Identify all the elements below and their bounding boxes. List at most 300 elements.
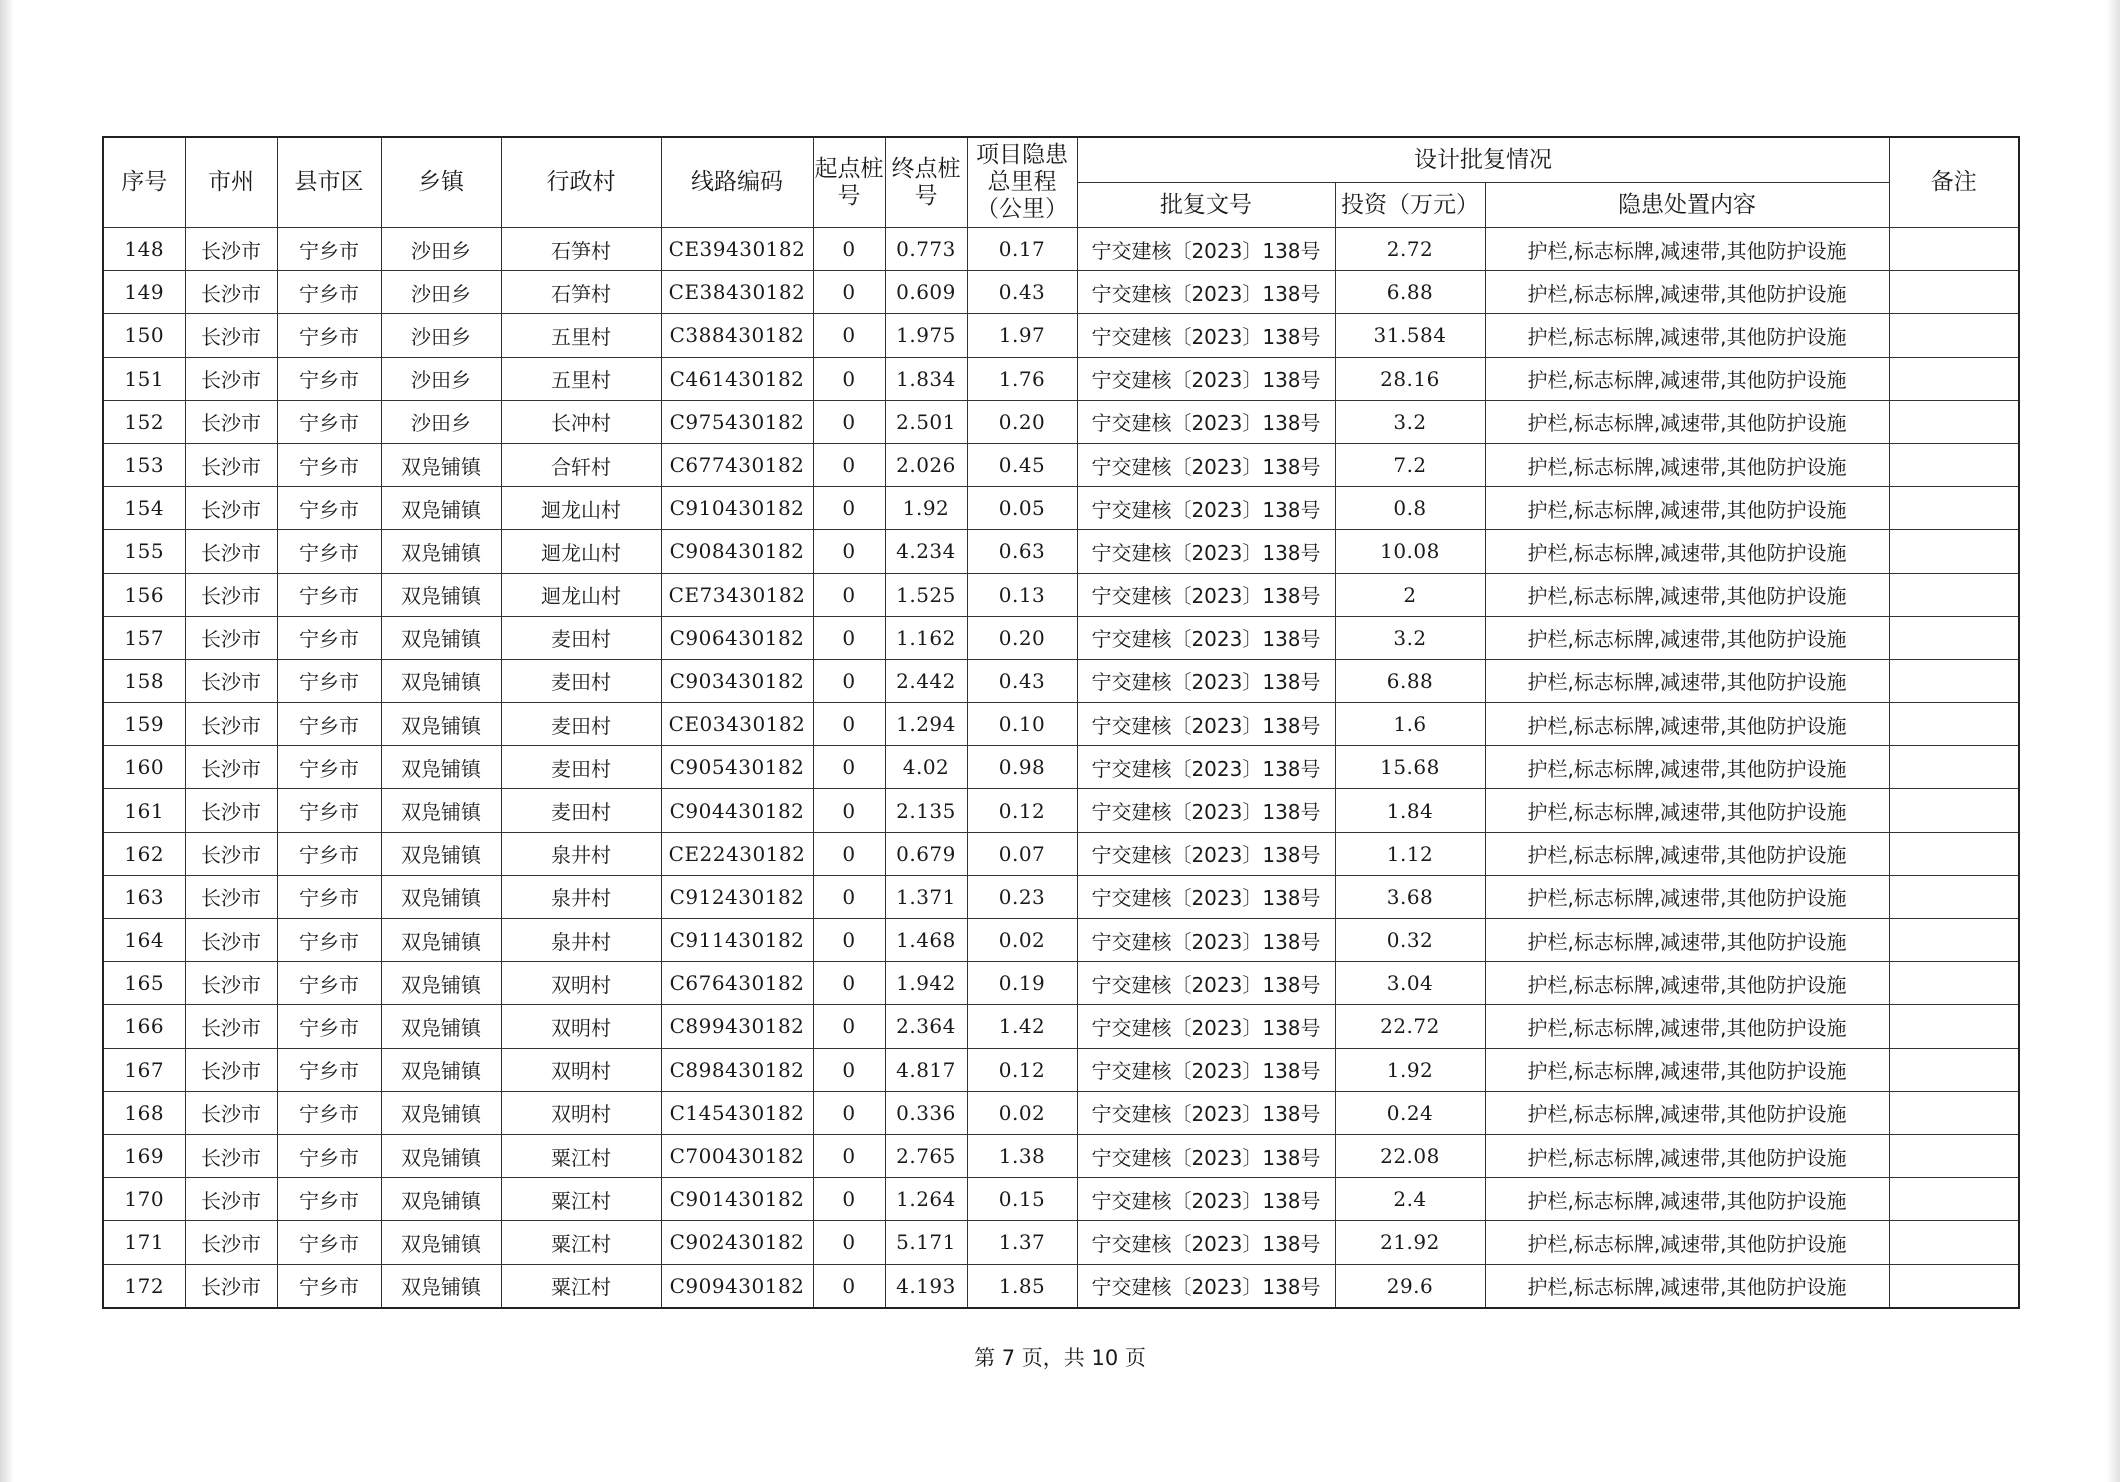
cell-mileage: 0.13 (967, 573, 1077, 616)
cell-investment: 1.6 (1335, 703, 1485, 746)
cell-approval-no: 宁交建核〔2023〕138号 (1077, 1178, 1335, 1221)
cell-end-stake: 1.468 (885, 919, 967, 962)
table-row (103, 487, 2019, 530)
cell-route-code: C700430182 (661, 1134, 813, 1177)
cell-seq: 152 (103, 400, 185, 443)
cell-village: 迴龙山村 (501, 487, 661, 530)
cell-mileage: 1.37 (967, 1221, 1077, 1264)
cell-remark (1889, 703, 2019, 746)
cell-approval-no: 宁交建核〔2023〕138号 (1077, 573, 1335, 616)
cell-seq: 170 (103, 1178, 185, 1221)
cell-start-stake: 0 (813, 487, 885, 530)
cell-route-code: C910430182 (661, 487, 813, 530)
cell-village: 双明村 (501, 1005, 661, 1048)
hazard-project-table (102, 136, 2020, 1309)
cell-end-stake: 4.234 (885, 530, 967, 573)
cell-route-code: C905430182 (661, 746, 813, 789)
cell-start-stake: 0 (813, 271, 885, 314)
cell-remark (1889, 832, 2019, 875)
cell-approval-no: 宁交建核〔2023〕138号 (1077, 271, 1335, 314)
table-row (103, 875, 2019, 918)
cell-remark (1889, 1134, 2019, 1177)
cell-content: 护栏,标志标牌,减速带,其他防护设施 (1485, 1048, 1889, 1091)
cell-city: 长沙市 (185, 832, 277, 875)
cell-seq: 157 (103, 616, 185, 659)
cell-city: 长沙市 (185, 875, 277, 918)
cell-start-stake: 0 (813, 228, 885, 271)
cell-content: 护栏,标志标牌,减速带,其他防护设施 (1485, 1178, 1889, 1221)
cell-village: 迴龙山村 (501, 573, 661, 616)
cell-end-stake: 1.834 (885, 357, 967, 400)
table-row (103, 400, 2019, 443)
cell-route-code: CE38430182 (661, 271, 813, 314)
cell-investment: 3.2 (1335, 400, 1485, 443)
cell-village: 泉井村 (501, 919, 661, 962)
cell-investment: 3.2 (1335, 616, 1485, 659)
cell-start-stake: 0 (813, 746, 885, 789)
cell-city: 长沙市 (185, 1091, 277, 1134)
cell-mileage: 0.23 (967, 875, 1077, 918)
cell-town: 双凫铺镇 (381, 1264, 501, 1308)
cell-remark (1889, 789, 2019, 832)
cell-content: 护栏,标志标牌,减速带,其他防护设施 (1485, 659, 1889, 702)
cell-remark (1889, 487, 2019, 530)
cell-town: 双凫铺镇 (381, 875, 501, 918)
cell-county: 宁乡市 (277, 746, 381, 789)
cell-investment: 0.32 (1335, 919, 1485, 962)
cell-route-code: C677430182 (661, 443, 813, 486)
cell-mileage: 0.15 (967, 1178, 1077, 1221)
cell-content: 护栏,标志标牌,减速带,其他防护设施 (1485, 746, 1889, 789)
table-row (103, 1048, 2019, 1091)
cell-town: 沙田乡 (381, 314, 501, 357)
cell-mileage: 0.05 (967, 487, 1077, 530)
cell-end-stake: 1.92 (885, 487, 967, 530)
cell-content: 护栏,标志标牌,减速带,其他防护设施 (1485, 875, 1889, 918)
cell-mileage: 0.19 (967, 962, 1077, 1005)
cell-remark (1889, 1264, 2019, 1308)
table-row (103, 1091, 2019, 1134)
cell-content: 护栏,标志标牌,减速带,其他防护设施 (1485, 314, 1889, 357)
cell-seq: 168 (103, 1091, 185, 1134)
cell-mileage: 0.63 (967, 530, 1077, 573)
cell-start-stake: 0 (813, 703, 885, 746)
cell-mileage: 0.12 (967, 789, 1077, 832)
cell-village: 麦田村 (501, 789, 661, 832)
document-sheet (102, 136, 2020, 1309)
table-row (103, 703, 2019, 746)
header-city: 市州 (185, 137, 277, 228)
cell-approval-no: 宁交建核〔2023〕138号 (1077, 1091, 1335, 1134)
cell-end-stake: 2.026 (885, 443, 967, 486)
header-design-approval: 设计批复情况 (1077, 137, 1889, 183)
cell-seq: 161 (103, 789, 185, 832)
cell-end-stake: 0.679 (885, 832, 967, 875)
cell-remark (1889, 573, 2019, 616)
cell-seq: 163 (103, 875, 185, 918)
cell-remark (1889, 530, 2019, 573)
cell-city: 长沙市 (185, 1005, 277, 1048)
cell-investment: 31.584 (1335, 314, 1485, 357)
cell-route-code: C908430182 (661, 530, 813, 573)
cell-village: 麦田村 (501, 659, 661, 702)
scan-edge-left (0, 0, 14, 1482)
cell-county: 宁乡市 (277, 832, 381, 875)
table-row (103, 1178, 2019, 1221)
cell-county: 宁乡市 (277, 487, 381, 530)
cell-approval-no: 宁交建核〔2023〕138号 (1077, 1264, 1335, 1308)
cell-end-stake: 0.773 (885, 228, 967, 271)
cell-end-stake: 5.171 (885, 1221, 967, 1264)
cell-county: 宁乡市 (277, 962, 381, 1005)
cell-remark (1889, 271, 2019, 314)
cell-town: 沙田乡 (381, 400, 501, 443)
cell-city: 长沙市 (185, 659, 277, 702)
cell-investment: 6.88 (1335, 271, 1485, 314)
cell-start-stake: 0 (813, 1178, 885, 1221)
cell-town: 沙田乡 (381, 357, 501, 400)
cell-city: 长沙市 (185, 919, 277, 962)
cell-start-stake: 0 (813, 530, 885, 573)
cell-seq: 158 (103, 659, 185, 702)
cell-town: 双凫铺镇 (381, 1048, 501, 1091)
scan-edge-right (2106, 0, 2120, 1482)
table-body (103, 228, 2019, 1308)
cell-end-stake: 2.364 (885, 1005, 967, 1048)
cell-seq: 160 (103, 746, 185, 789)
cell-mileage: 0.20 (967, 400, 1077, 443)
cell-content: 护栏,标志标牌,减速带,其他防护设施 (1485, 1005, 1889, 1048)
cell-content: 护栏,标志标牌,减速带,其他防护设施 (1485, 271, 1889, 314)
cell-mileage: 0.10 (967, 703, 1077, 746)
cell-county: 宁乡市 (277, 616, 381, 659)
cell-village: 泉井村 (501, 832, 661, 875)
cell-county: 宁乡市 (277, 1134, 381, 1177)
cell-town: 双凫铺镇 (381, 703, 501, 746)
cell-content: 护栏,标志标牌,减速带,其他防护设施 (1485, 443, 1889, 486)
cell-approval-no: 宁交建核〔2023〕138号 (1077, 357, 1335, 400)
cell-investment: 29.6 (1335, 1264, 1485, 1308)
cell-end-stake: 1.371 (885, 875, 967, 918)
cell-approval-no: 宁交建核〔2023〕138号 (1077, 487, 1335, 530)
table-row (103, 832, 2019, 875)
cell-approval-no: 宁交建核〔2023〕138号 (1077, 703, 1335, 746)
cell-city: 长沙市 (185, 1264, 277, 1308)
cell-start-stake: 0 (813, 919, 885, 962)
cell-content: 护栏,标志标牌,减速带,其他防护设施 (1485, 487, 1889, 530)
cell-county: 宁乡市 (277, 703, 381, 746)
cell-mileage: 0.43 (967, 659, 1077, 702)
cell-county: 宁乡市 (277, 1048, 381, 1091)
cell-investment: 3.04 (1335, 962, 1485, 1005)
cell-town: 双凫铺镇 (381, 443, 501, 486)
cell-town: 双凫铺镇 (381, 1091, 501, 1134)
cell-county: 宁乡市 (277, 1264, 381, 1308)
cell-route-code: C906430182 (661, 616, 813, 659)
cell-start-stake: 0 (813, 400, 885, 443)
cell-city: 长沙市 (185, 573, 277, 616)
cell-content: 护栏,标志标牌,减速带,其他防护设施 (1485, 530, 1889, 573)
cell-city: 长沙市 (185, 962, 277, 1005)
cell-content: 护栏,标志标牌,减速带,其他防护设施 (1485, 1221, 1889, 1264)
cell-county: 宁乡市 (277, 573, 381, 616)
cell-mileage: 0.43 (967, 271, 1077, 314)
cell-start-stake: 0 (813, 832, 885, 875)
cell-county: 宁乡市 (277, 400, 381, 443)
cell-city: 长沙市 (185, 487, 277, 530)
cell-town: 双凫铺镇 (381, 573, 501, 616)
cell-remark (1889, 659, 2019, 702)
cell-city: 长沙市 (185, 530, 277, 573)
cell-seq: 172 (103, 1264, 185, 1308)
cell-mileage: 1.97 (967, 314, 1077, 357)
cell-village: 双明村 (501, 962, 661, 1005)
cell-remark (1889, 314, 2019, 357)
header-start-stake: 起点桩号 (813, 137, 885, 228)
cell-investment: 6.88 (1335, 659, 1485, 702)
cell-village: 麦田村 (501, 616, 661, 659)
cell-investment: 7.2 (1335, 443, 1485, 486)
cell-town: 双凫铺镇 (381, 1221, 501, 1264)
cell-end-stake: 1.942 (885, 962, 967, 1005)
cell-content: 护栏,标志标牌,减速带,其他防护设施 (1485, 1134, 1889, 1177)
cell-village: 长冲村 (501, 400, 661, 443)
cell-route-code: C902430182 (661, 1221, 813, 1264)
cell-remark (1889, 875, 2019, 918)
cell-route-code: C676430182 (661, 962, 813, 1005)
cell-start-stake: 0 (813, 616, 885, 659)
cell-remark (1889, 1178, 2019, 1221)
cell-city: 长沙市 (185, 789, 277, 832)
cell-mileage: 0.98 (967, 746, 1077, 789)
cell-town: 双凫铺镇 (381, 789, 501, 832)
cell-village: 迴龙山村 (501, 530, 661, 573)
cell-town: 沙田乡 (381, 228, 501, 271)
cell-county: 宁乡市 (277, 1005, 381, 1048)
cell-seq: 156 (103, 573, 185, 616)
table-row (103, 616, 2019, 659)
cell-content: 护栏,标志标牌,减速带,其他防护设施 (1485, 228, 1889, 271)
cell-route-code: C904430182 (661, 789, 813, 832)
cell-start-stake: 0 (813, 1005, 885, 1048)
table-row (103, 746, 2019, 789)
table-row (103, 919, 2019, 962)
cell-remark (1889, 746, 2019, 789)
cell-route-code: C911430182 (661, 919, 813, 962)
cell-town: 双凫铺镇 (381, 616, 501, 659)
table-row (103, 1134, 2019, 1177)
cell-county: 宁乡市 (277, 530, 381, 573)
cell-investment: 2 (1335, 573, 1485, 616)
cell-start-stake: 0 (813, 659, 885, 702)
cell-remark (1889, 919, 2019, 962)
cell-approval-no: 宁交建核〔2023〕138号 (1077, 962, 1335, 1005)
cell-investment: 2.4 (1335, 1178, 1485, 1221)
cell-mileage: 1.42 (967, 1005, 1077, 1048)
cell-investment: 22.08 (1335, 1134, 1485, 1177)
cell-route-code: C912430182 (661, 875, 813, 918)
cell-county: 宁乡市 (277, 875, 381, 918)
cell-investment: 21.92 (1335, 1221, 1485, 1264)
cell-city: 长沙市 (185, 746, 277, 789)
cell-county: 宁乡市 (277, 357, 381, 400)
table-row (103, 1221, 2019, 1264)
cell-village: 粟江村 (501, 1221, 661, 1264)
cell-route-code: CE22430182 (661, 832, 813, 875)
cell-remark (1889, 400, 2019, 443)
cell-route-code: C903430182 (661, 659, 813, 702)
cell-city: 长沙市 (185, 1221, 277, 1264)
cell-start-stake: 0 (813, 314, 885, 357)
cell-approval-no: 宁交建核〔2023〕138号 (1077, 659, 1335, 702)
cell-village: 麦田村 (501, 703, 661, 746)
cell-end-stake: 4.02 (885, 746, 967, 789)
cell-investment: 2.72 (1335, 228, 1485, 271)
cell-remark (1889, 443, 2019, 486)
cell-start-stake: 0 (813, 1264, 885, 1308)
cell-route-code: C909430182 (661, 1264, 813, 1308)
cell-investment: 10.08 (1335, 530, 1485, 573)
cell-seq: 164 (103, 919, 185, 962)
header-investment: 投资（万元） (1335, 183, 1485, 228)
cell-approval-no: 宁交建核〔2023〕138号 (1077, 919, 1335, 962)
cell-seq: 166 (103, 1005, 185, 1048)
cell-route-code: CE39430182 (661, 228, 813, 271)
cell-remark (1889, 1091, 2019, 1134)
cell-approval-no: 宁交建核〔2023〕138号 (1077, 400, 1335, 443)
cell-town: 双凫铺镇 (381, 962, 501, 1005)
cell-city: 长沙市 (185, 443, 277, 486)
cell-route-code: C388430182 (661, 314, 813, 357)
header-end-stake: 终点桩号 (885, 137, 967, 228)
table-row (103, 443, 2019, 486)
cell-city: 长沙市 (185, 314, 277, 357)
cell-mileage: 1.85 (967, 1264, 1077, 1308)
cell-investment: 28.16 (1335, 357, 1485, 400)
cell-end-stake: 2.135 (885, 789, 967, 832)
cell-remark (1889, 357, 2019, 400)
header-remarks: 备注 (1889, 137, 2019, 228)
cell-village: 泉井村 (501, 875, 661, 918)
cell-seq: 169 (103, 1134, 185, 1177)
cell-mileage: 0.12 (967, 1048, 1077, 1091)
cell-content: 护栏,标志标牌,减速带,其他防护设施 (1485, 1091, 1889, 1134)
cell-seq: 159 (103, 703, 185, 746)
cell-end-stake: 2.442 (885, 659, 967, 702)
cell-start-stake: 0 (813, 1221, 885, 1264)
cell-approval-no: 宁交建核〔2023〕138号 (1077, 616, 1335, 659)
cell-city: 长沙市 (185, 271, 277, 314)
cell-content: 护栏,标志标牌,减速带,其他防护设施 (1485, 573, 1889, 616)
cell-approval-no: 宁交建核〔2023〕138号 (1077, 1134, 1335, 1177)
cell-seq: 165 (103, 962, 185, 1005)
cell-city: 长沙市 (185, 1178, 277, 1221)
cell-village: 双明村 (501, 1091, 661, 1134)
cell-end-stake: 1.975 (885, 314, 967, 357)
table-row (103, 228, 2019, 271)
cell-approval-no: 宁交建核〔2023〕138号 (1077, 1221, 1335, 1264)
cell-route-code: C145430182 (661, 1091, 813, 1134)
cell-town: 双凫铺镇 (381, 1134, 501, 1177)
cell-end-stake: 1.294 (885, 703, 967, 746)
cell-end-stake: 1.264 (885, 1178, 967, 1221)
header-village: 行政村 (501, 137, 661, 228)
cell-start-stake: 0 (813, 573, 885, 616)
cell-city: 长沙市 (185, 616, 277, 659)
cell-mileage: 1.76 (967, 357, 1077, 400)
table-row (103, 962, 2019, 1005)
cell-city: 长沙市 (185, 1134, 277, 1177)
cell-mileage: 0.07 (967, 832, 1077, 875)
header-town: 乡镇 (381, 137, 501, 228)
cell-remark (1889, 962, 2019, 1005)
cell-route-code: C461430182 (661, 357, 813, 400)
cell-seq: 171 (103, 1221, 185, 1264)
cell-city: 长沙市 (185, 228, 277, 271)
cell-approval-no: 宁交建核〔2023〕138号 (1077, 1048, 1335, 1091)
cell-mileage: 0.02 (967, 1091, 1077, 1134)
table-row (103, 314, 2019, 357)
cell-mileage: 0.45 (967, 443, 1077, 486)
cell-county: 宁乡市 (277, 271, 381, 314)
cell-mileage: 0.20 (967, 616, 1077, 659)
cell-end-stake: 0.609 (885, 271, 967, 314)
table-row (103, 659, 2019, 702)
cell-content: 护栏,标志标牌,减速带,其他防护设施 (1485, 703, 1889, 746)
cell-end-stake: 1.162 (885, 616, 967, 659)
cell-village: 石笋村 (501, 228, 661, 271)
cell-seq: 149 (103, 271, 185, 314)
cell-seq: 150 (103, 314, 185, 357)
cell-content: 护栏,标志标牌,减速带,其他防护设施 (1485, 789, 1889, 832)
cell-seq: 154 (103, 487, 185, 530)
cell-town: 双凫铺镇 (381, 487, 501, 530)
cell-town: 双凫铺镇 (381, 659, 501, 702)
cell-remark (1889, 228, 2019, 271)
cell-county: 宁乡市 (277, 228, 381, 271)
cell-village: 粟江村 (501, 1178, 661, 1221)
cell-investment: 1.12 (1335, 832, 1485, 875)
cell-start-stake: 0 (813, 789, 885, 832)
cell-county: 宁乡市 (277, 1091, 381, 1134)
cell-village: 麦田村 (501, 746, 661, 789)
cell-investment: 1.92 (1335, 1048, 1485, 1091)
cell-start-stake: 0 (813, 1048, 885, 1091)
cell-seq: 153 (103, 443, 185, 486)
cell-content: 护栏,标志标牌,减速带,其他防护设施 (1485, 357, 1889, 400)
cell-approval-no: 宁交建核〔2023〕138号 (1077, 314, 1335, 357)
cell-end-stake: 2.765 (885, 1134, 967, 1177)
cell-start-stake: 0 (813, 1091, 885, 1134)
table-row (103, 357, 2019, 400)
cell-city: 长沙市 (185, 703, 277, 746)
cell-approval-no: 宁交建核〔2023〕138号 (1077, 228, 1335, 271)
cell-county: 宁乡市 (277, 789, 381, 832)
cell-route-code: C899430182 (661, 1005, 813, 1048)
table-row (103, 1264, 2019, 1308)
header-county: 县市区 (277, 137, 381, 228)
cell-remark (1889, 1221, 2019, 1264)
cell-end-stake: 2.501 (885, 400, 967, 443)
cell-village: 石笋村 (501, 271, 661, 314)
cell-seq: 155 (103, 530, 185, 573)
cell-town: 双凫铺镇 (381, 832, 501, 875)
cell-investment: 0.24 (1335, 1091, 1485, 1134)
cell-city: 长沙市 (185, 357, 277, 400)
cell-mileage: 1.38 (967, 1134, 1077, 1177)
cell-approval-no: 宁交建核〔2023〕138号 (1077, 1005, 1335, 1048)
cell-mileage: 0.02 (967, 919, 1077, 962)
